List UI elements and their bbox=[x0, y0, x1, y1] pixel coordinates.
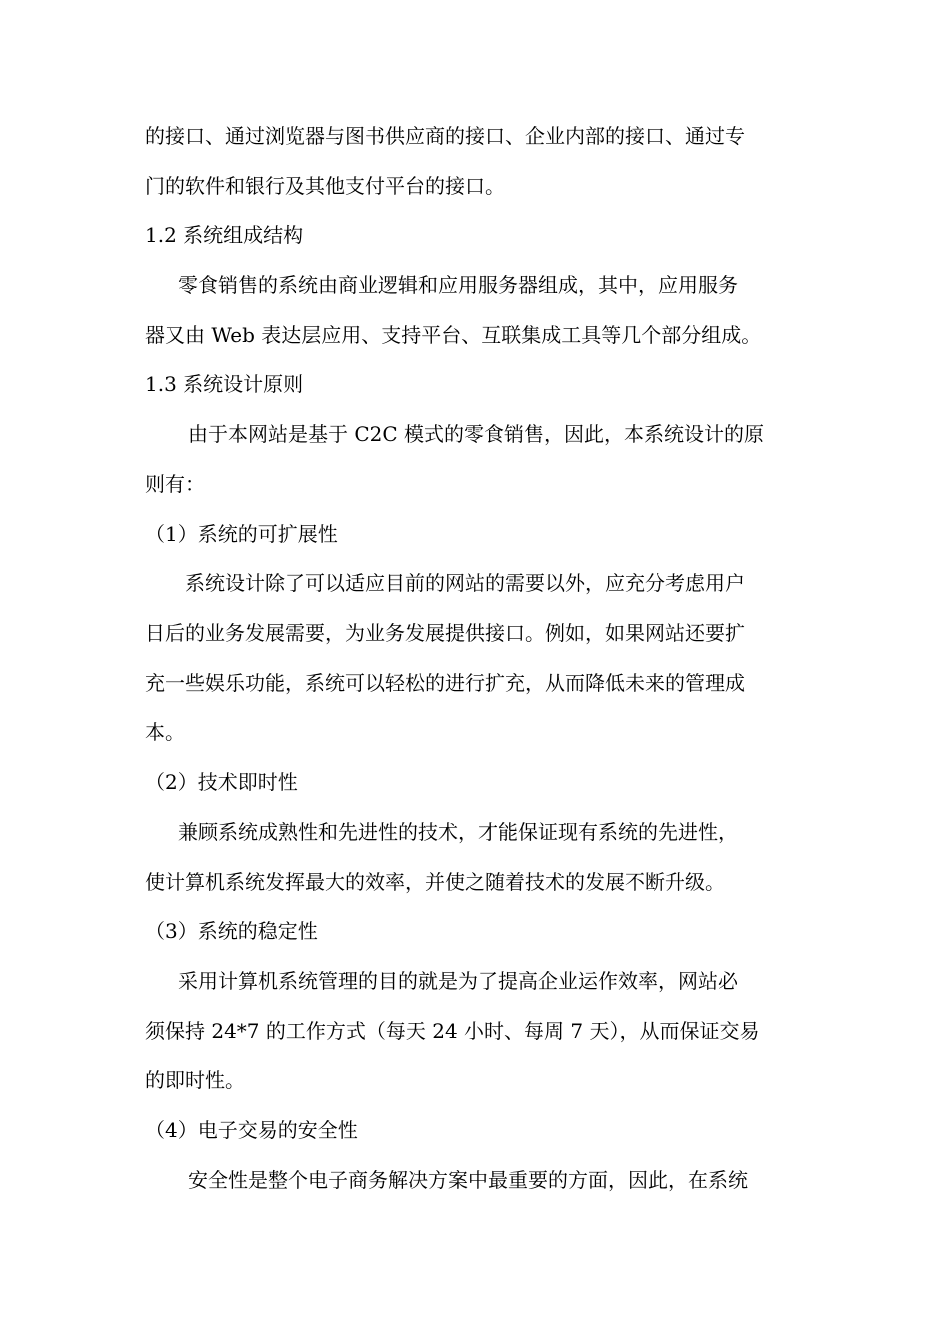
body-text-line: 的接口、通过浏览器与图书供应商的接口、企业内部的接口、通过专 bbox=[145, 124, 745, 148]
body-text-line: 日后的业务发展需要，为业务发展提供接口。例如，如果网站还要扩 bbox=[145, 621, 745, 645]
body-text-line: 门的软件和银行及其他支付平台的接口。 bbox=[145, 174, 505, 198]
body-text-line: 须保持 24*7 的工作方式（每天 24 小时、每周 7 天），从而保证交易 bbox=[145, 1019, 760, 1043]
body-text-line: 则有： bbox=[145, 472, 205, 496]
subheading-security: （4）电子交易的安全性 bbox=[145, 1118, 358, 1142]
body-text-line: 器又由 Web 表达层应用、支持平台、互联集成工具等几个部分组成。 bbox=[145, 323, 762, 347]
subheading-stability: （3）系统的稳定性 bbox=[145, 919, 318, 943]
subheading-technology: （2）技术即时性 bbox=[145, 770, 298, 794]
section-heading-1-2: 1.2 系统组成结构 bbox=[145, 223, 304, 247]
section-heading-1-3: 1.3 系统设计原则 bbox=[145, 372, 304, 396]
body-text-line: 使计算机系统发挥最大的效率，并使之随着技术的发展不断升级。 bbox=[145, 870, 725, 894]
body-text-line: 零食销售的系统由商业逻辑和应用服务器组成，其中，应用服务 bbox=[178, 273, 738, 297]
body-text-line: 采用计算机系统管理的目的就是为了提高企业运作效率，网站必 bbox=[178, 969, 738, 993]
body-text-line: 本。 bbox=[145, 720, 185, 744]
body-text-line: 由于本网站是基于 C2C 模式的零食销售，因此，本系统设计的原 bbox=[188, 422, 765, 446]
body-text-line: 安全性是整个电子商务解决方案中最重要的方面，因此，在系统 bbox=[188, 1168, 748, 1192]
body-text-line: 系统设计除了可以适应目前的网站的需要以外，应充分考虑用户 bbox=[185, 571, 745, 595]
subheading-extensibility: （1）系统的可扩展性 bbox=[145, 522, 338, 546]
body-text-line: 的即时性。 bbox=[145, 1068, 245, 1092]
body-text-line: 兼顾系统成熟性和先进性的技术，才能保证现有系统的先进性， bbox=[178, 820, 738, 844]
body-text-line: 充一些娱乐功能，系统可以轻松的进行扩充，从而降低未来的管理成 bbox=[145, 671, 745, 695]
